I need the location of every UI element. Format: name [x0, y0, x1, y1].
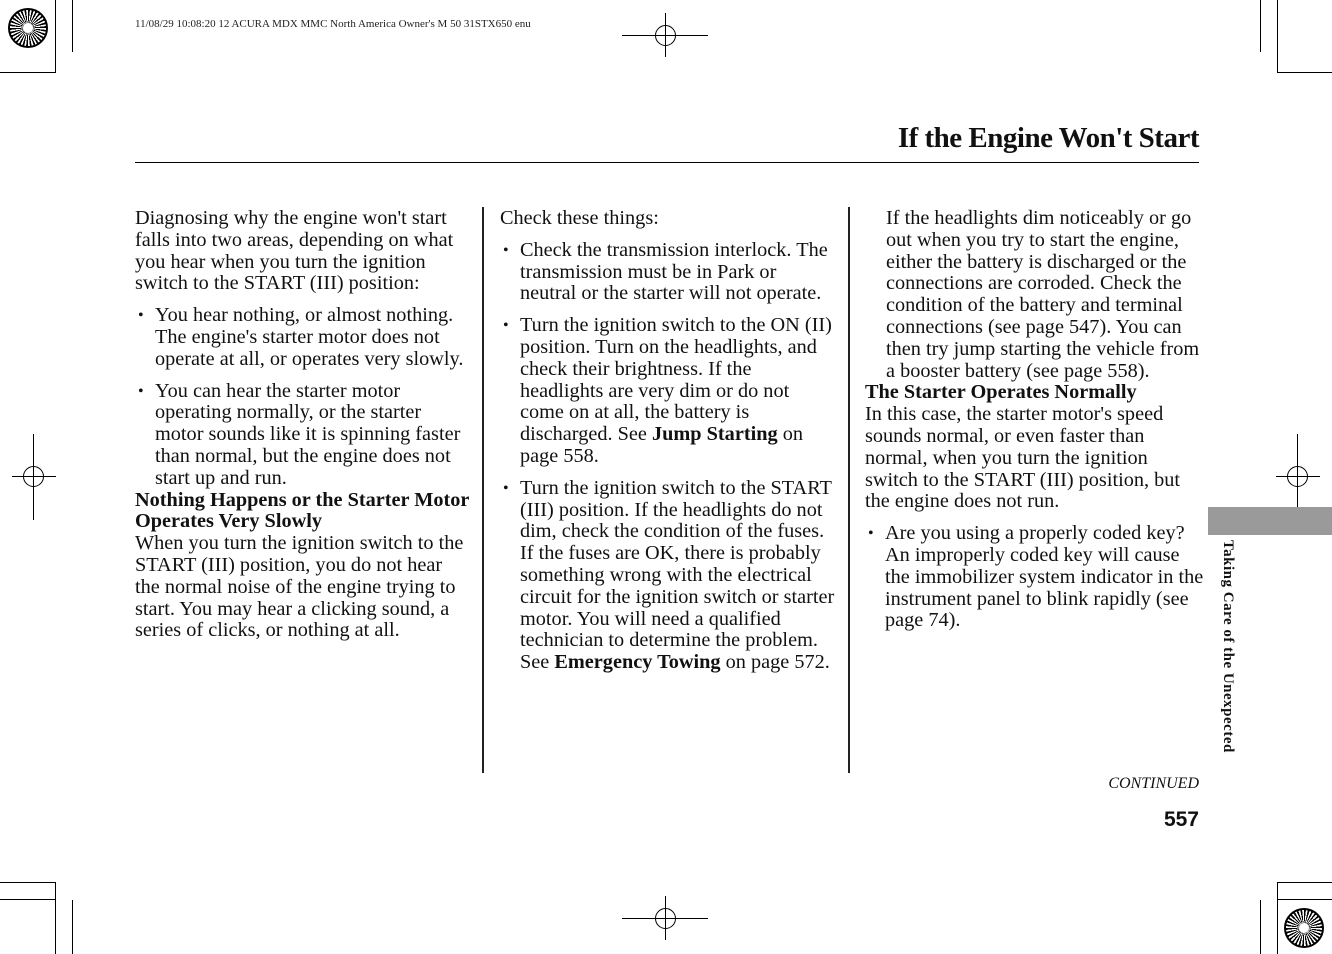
list-item-text: Are you using a properly coded key? An improperly coded key will cause the immobilizer system indicator in the instrument panel to blink rapidly (see page 74).	[885, 522, 1204, 632]
intro-paragraph: Diagnosing why the engine won't start falls into two areas, depending on what you hear when you turn the ignition switch to the START (III) position:	[135, 207, 454, 295]
page-number: 557	[1163, 808, 1199, 831]
print-header: 11/08/29 10:08:20 12 ACURA MDX MMC North America Owner's M 50 31STX650 enu	[135, 18, 531, 30]
column-3	[865, 208, 1205, 632]
bullet-icon: •	[503, 317, 509, 335]
registration-sunburst-icon	[1284, 908, 1324, 948]
bullet-icon: •	[138, 382, 144, 400]
body-paragraph: In this case, the starter motor's speed sounds normal, or even faster than normal, when you turn the ignition switch to the START (III) position, but the engine does not run.	[865, 403, 1181, 513]
column-2	[500, 208, 835, 674]
title-rule	[135, 162, 1199, 163]
continued-label: CONTINUED	[1108, 775, 1199, 792]
cross-reference-link[interactable]: Emergency Towing	[554, 651, 721, 674]
list-item	[135, 381, 470, 490]
list-item-text: Turn the ignition switch to the ON (II) position. Turn on the headlights, and check their brightness. If the headlights are very dim or do not come on at all, the battery is discharged. See	[520, 314, 832, 446]
list-item	[500, 478, 835, 674]
page-reference: on page 572.	[720, 651, 830, 674]
bullet-icon: •	[138, 307, 144, 325]
section-tab-marker	[1208, 507, 1332, 535]
cross-reference-link[interactable]: Jump Starting	[651, 423, 778, 446]
column-divider	[482, 207, 484, 773]
list-item-text: Turn the ignition switch to the START (III) position. If the headlights do not dim, check the condition of the fuses. If the fuses are OK, there is probably something wrong with the electrical circuit for the ignition switch or starter motor. You will need a qualified technician to determine the problem. See	[520, 476, 835, 674]
list-item-text: Check the transmission interlock. The transmission must be in Park or neutral or the starter will not operate.	[520, 238, 828, 305]
section-tab-label: Taking Care of the Unexpected	[1220, 540, 1236, 753]
section-heading: The Starter Operates Normally	[865, 381, 1137, 404]
list-item-text: You can hear the starter motor operating normally, or the starter motor sounds like it is spinning faster than normal, but the engine does not start up and run.	[155, 379, 461, 489]
bullet-icon: •	[503, 241, 509, 259]
list-item	[135, 305, 470, 370]
body-paragraph: When you turn the ignition switch to the START (III) position, you do not hear the normal noise of the engine trying to start. You may hear a clicking sound, a series of clicks, or nothing at all.	[135, 532, 464, 642]
continued-paragraph: If the headlights dim noticeably or go out when you try to start the engine, either the battery is discharged or the connections are corroded. Check the condition of the battery and terminal connections (see page 547). You can then try jump starting the vehicle from a booster battery (see page 558).	[886, 207, 1200, 382]
list-item	[500, 240, 835, 305]
list-item	[865, 523, 1205, 632]
list-item	[500, 315, 835, 468]
column-1	[135, 208, 470, 642]
page-reference: on page 558.	[520, 423, 803, 467]
list-item-text: You hear nothing, or almost nothing. The engine's starter motor does not operate at all, or operates very slowly.	[155, 304, 464, 370]
intro-paragraph: Check these things:	[500, 207, 659, 229]
bullet-icon: •	[503, 479, 509, 497]
page-title: If the Engine Won't Start	[897, 122, 1199, 154]
column-divider	[848, 207, 850, 773]
section-heading: Nothing Happens or the Starter Motor Operates Very Slowly	[135, 488, 470, 533]
registration-sunburst-icon	[8, 8, 48, 48]
bullet-icon: •	[868, 525, 874, 543]
